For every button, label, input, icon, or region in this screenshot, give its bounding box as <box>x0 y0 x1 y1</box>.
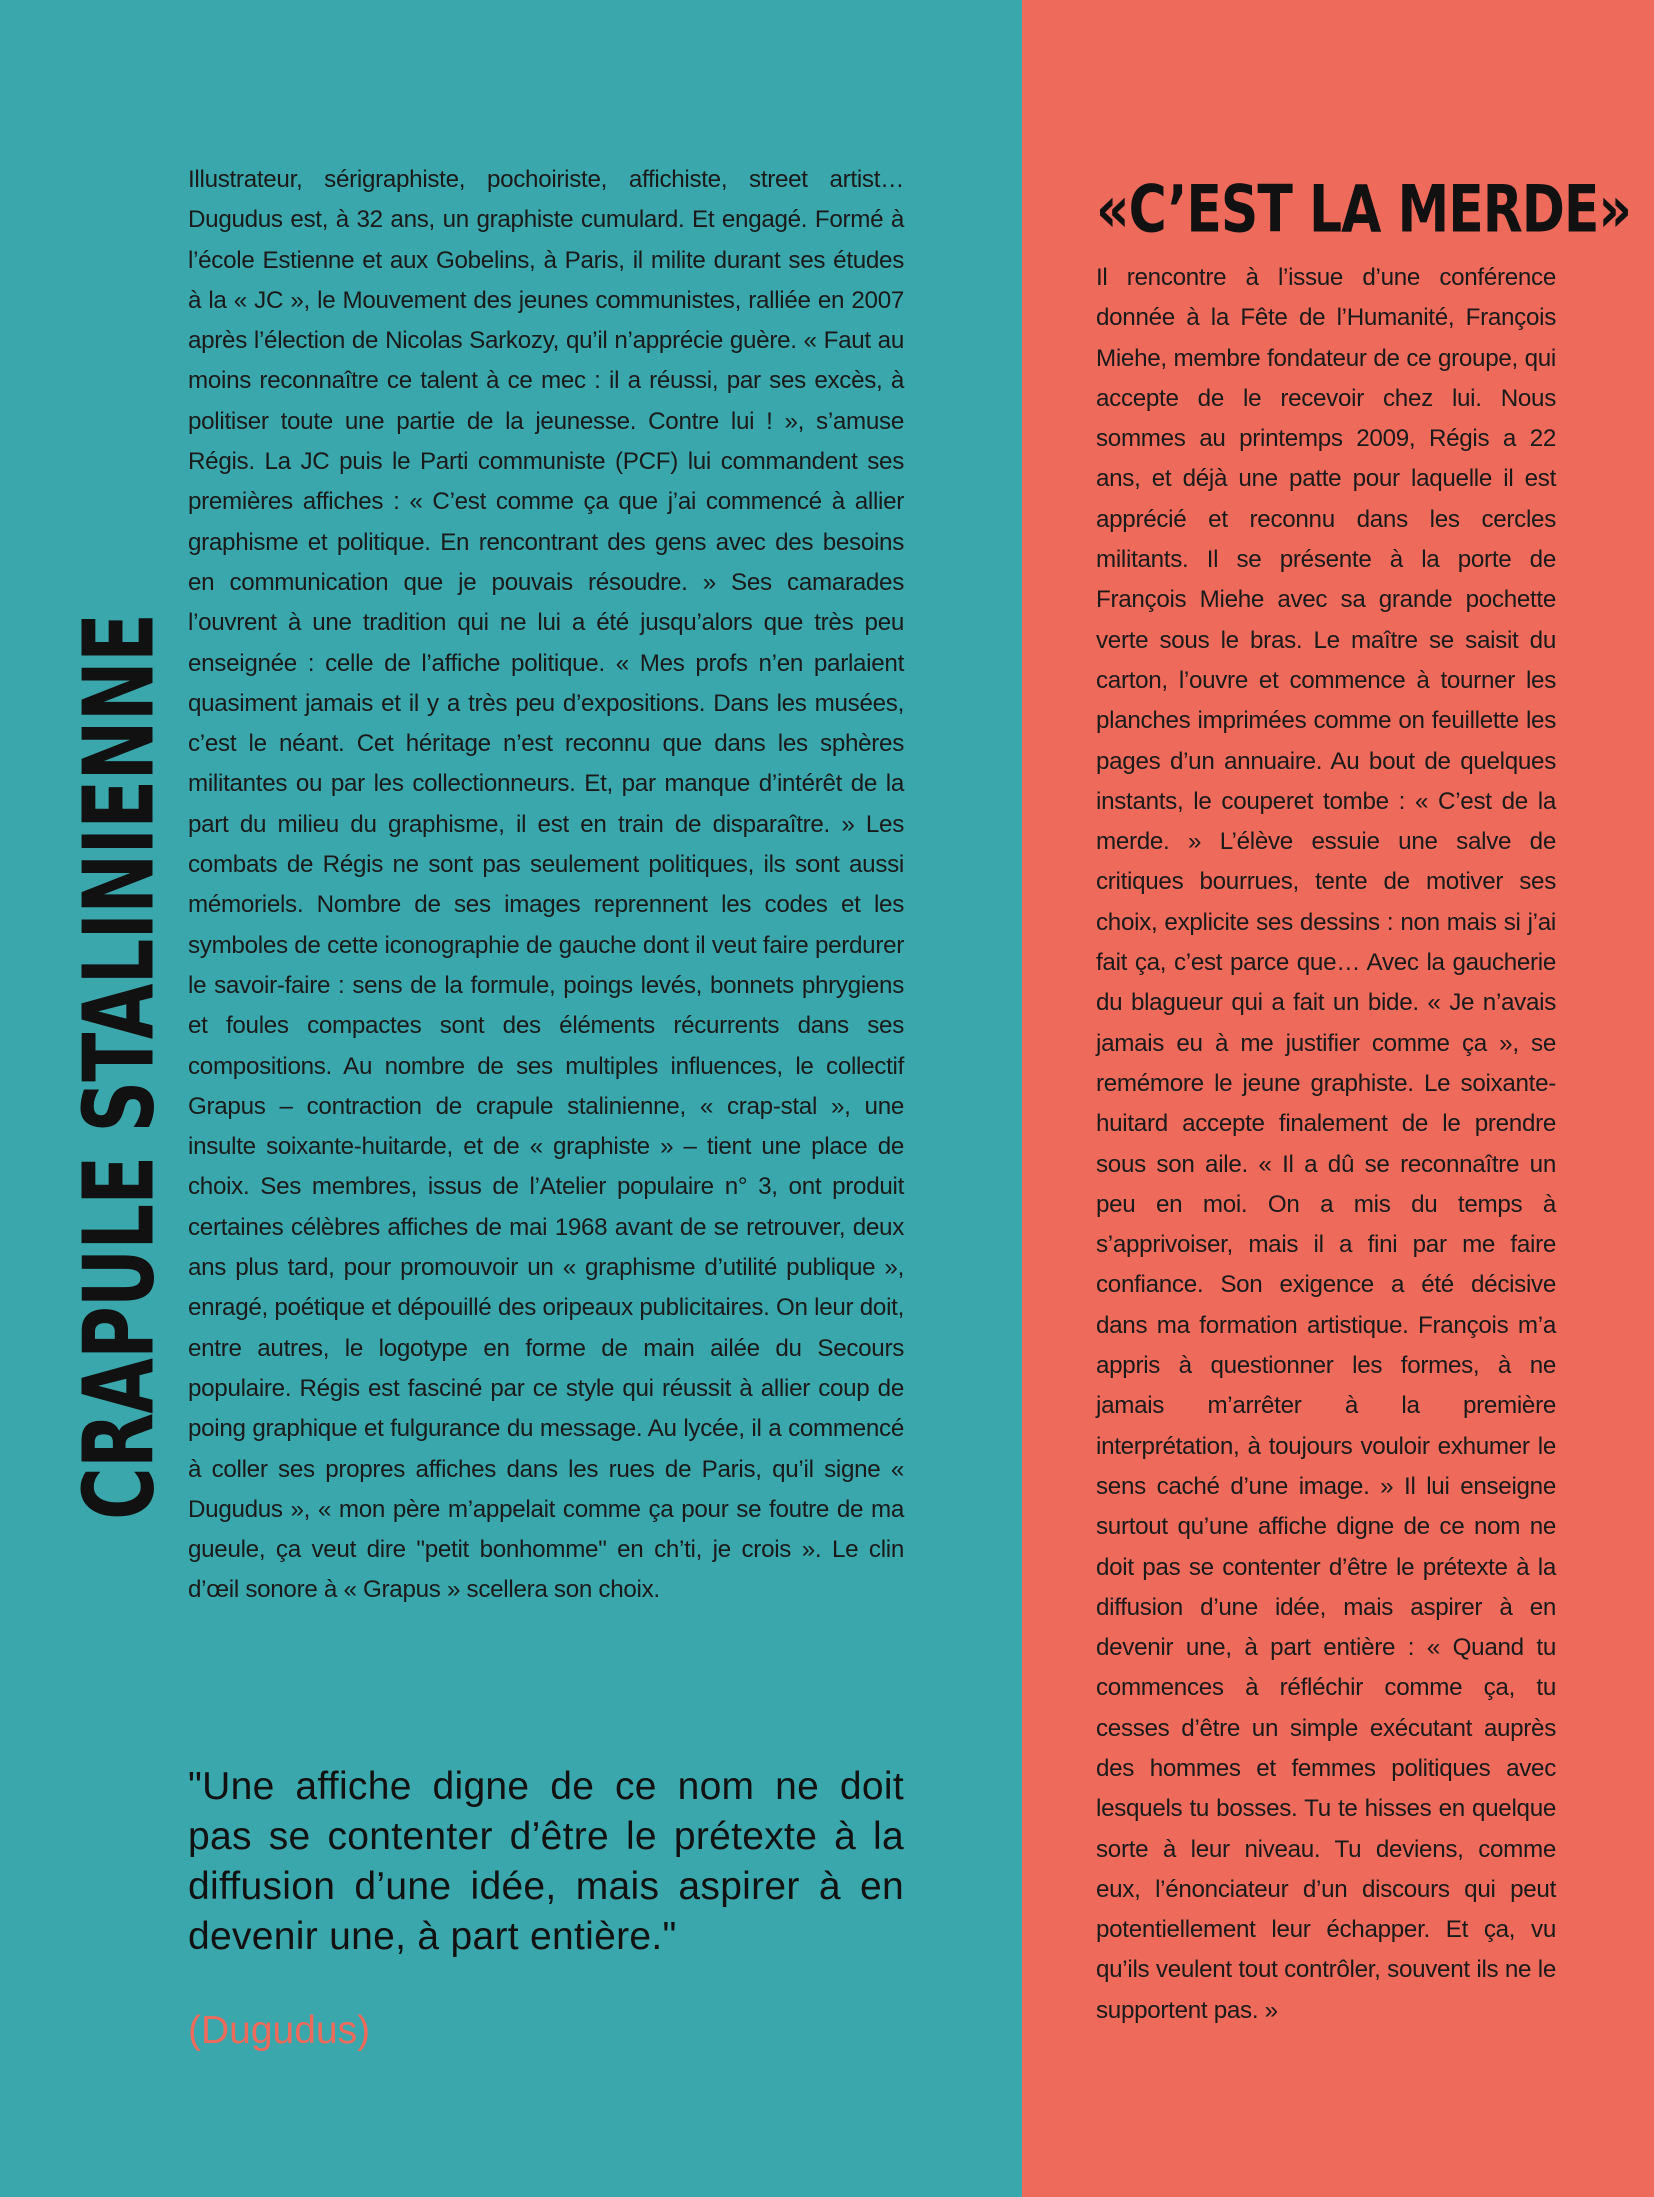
left-body-text: Illustrateur, sérigraphiste, pochoiriste, affichiste, street artist… Dugudus est, à 32 ans, un graphiste cumulard. Et engagé. Formé à l’école Estienne et aux Gobelins, à Paris, il milite durant ses études à la « JC », le Mouvement des jeunes communistes, ralliée en 2007 après l’élection de Nicolas Sarkozy, qu’il n’apprécie guère. « Faut au moins reconnaître ce talent à ce mec : il a réussi, par ses excès, à politiser toute une partie de la jeunesse. Contre lui ! », s’amuse Régis. La JC puis le Parti communiste (PCF) lui commandent ses premières affiches : « C’est comme ça que j’ai commencé à allier graphisme et politique. En rencontrant des gens avec des besoins en communication que je pouvais résoudre. » Ses camarades l’ouvrent à une tradition qui ne lui a été jusqu’alors que très peu enseignée : celle de l’affiche politique. « Mes profs n’en parlaient quasiment jamais et il y a très peu d’expositions. Dans les musées, c’est le néant. Cet héritage n’est reconnu que dans les sphères militantes ou par les collectionneurs. Et, par manque d’intérêt de la part du milieu du graphisme, il est en train de disparaître. » Les combats de Régis ne sont pas seulement politiques, ils sont aussi mémoriels. Nombre de ses images reprennent les codes et les symboles de cette iconographie de gauche dont il veut faire perdurer le savoir-faire : sens de la formule, poings levés, bonnets phrygiens et foules compactes sont des éléments récurrents dans ses compositions. Au nombre de ses multiples influences, le collectif Grapus – contraction de crapule stalinienne, « crap-stal », une insulte soixante-huitarde, et de « graphiste » – tient une place de choix. Ses membres, issus de l’Atelier populaire n° 3, ont produit certaines célèbres affiches de mai 1968 avant de se retrouver, deux ans plus tard, pour promouvoir un « graphisme d’utilité publique », enragé, poétique et dépouillé des oripeaux publicitaires. On leur doit, entre autres, le logotype en forme de main ailée du Secours populaire. Régis est fasciné par ce style qui réussit à allier coup de poing graphique et fulgurance du message. Au lycée, il a commencé à coller ses propres affiches dans les rues de Paris, qu’il signe « Dugudus », « mon père m’appelait comme ça pour se foutre de ma gueule, ça veut dire "petit bonhomme" en ch’ti, je crois ». Le clin d’œil sonore à « Grapus » scellera son choix. <box>188 166 904 1604</box>
right-section-heading: «C’EST LA MERDE» <box>1096 172 1632 248</box>
quote-author: (Dugudus) <box>188 2009 371 2052</box>
vertical-section-title: CRAPULE STALINIENNE <box>61 613 176 1520</box>
pull-quote: "Une affiche digne de ce nom ne doit pas se contenter d’être le prétexte à la diffusion d’une idée, mais aspirer à en devenir une, à part entière." <box>188 1765 904 1958</box>
right-body-text: Il rencontre à l’issue d’une conférence donnée à la Fête de l’Humanité, François Miehe, membre fondateur de ce groupe, qui accepte de le recevoir chez lui. Nous sommes au printemps 2009, Régis a 22 ans, et déjà une patte pour laquelle il est apprécié et reconnu dans les cercles militants. Il se présente à la porte de François Miehe avec sa grande pochette verte sous le bras. Le maître se saisit du carton, l’ouvre et commence à tourner les planches imprimées comme on feuillette les pages d’un annuaire. Au bout de quelques instants, le couperet tombe : « C’est de la merde. » L’élève essuie une salve de critiques bourrues, tente de motiver ses choix, explicite ses dessins : non mais si j’ai fait ça, c’est parce que… Avec la gaucherie du blagueur qui a fait un bide. « Je n’avais jamais eu à me justifier comme ça », se remémore le jeune graphiste. Le soixante-huitard accepte finalement de le prendre sous son aile. « Il a dû se reconnaître un peu en moi. On a mis du temps à s’apprivoiser, mais il a fini par me faire confiance. Son exigence a été décisive dans ma formation artistique. François m’a appris à questionner les formes, à ne jamais m’arrêter à la première interprétation, à toujours vouloir exhumer le sens caché d’une image. » Il lui enseigne surtout qu’une affiche digne de ce nom ne doit pas se contenter d’être le prétexte à la diffusion d’une idée, mais aspirer à en devenir une, à part entière : « Quand tu commences à réfléchir comme ça, tu cesses d’être un simple exécutant auprès des hommes et femmes politiques avec lesquels tu bosses. Tu te hisses en quelque sorte à leur niveau. Tu deviens, comme eux, l’énonciateur d’un discours qui peut potentiellement leur échapper. Et ça, vu qu’ils veulent tout contrôler, souvent ils ne le supportent pas. » <box>1096 264 1556 2024</box>
